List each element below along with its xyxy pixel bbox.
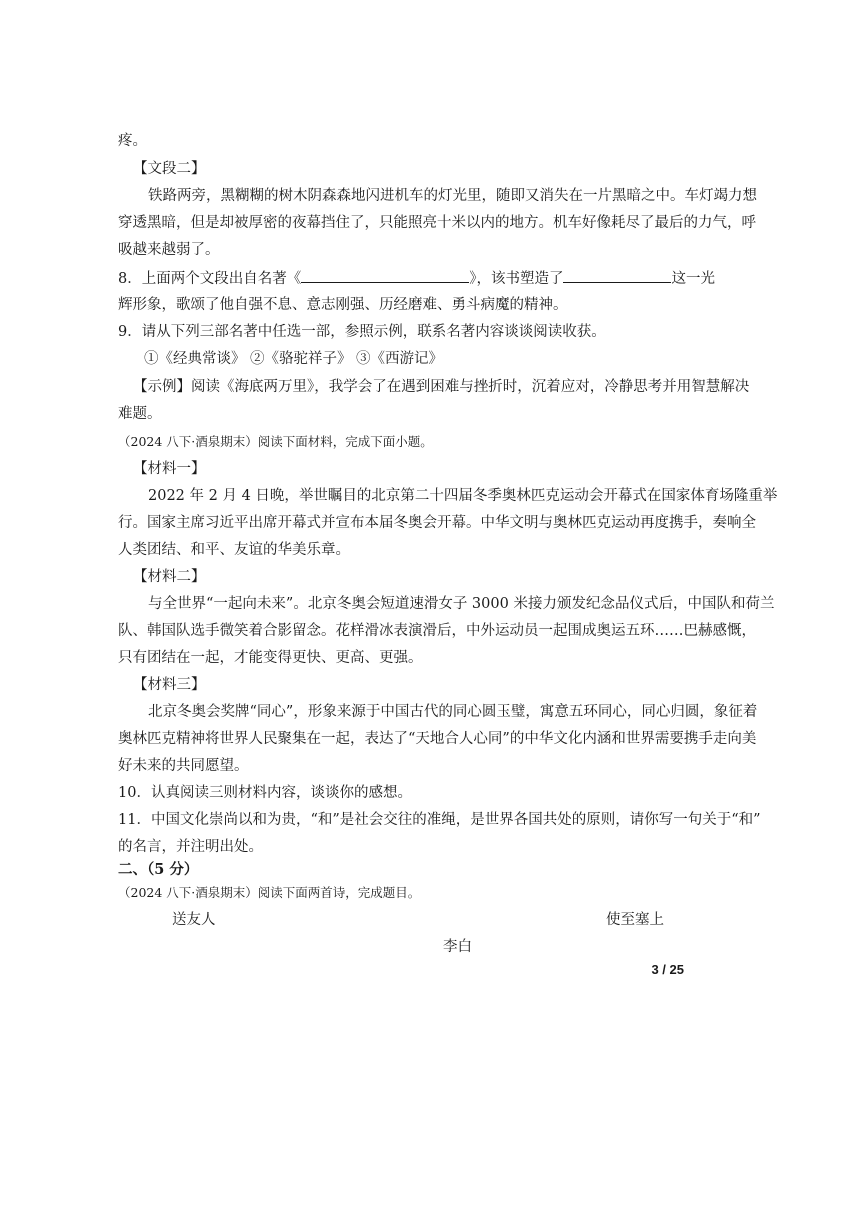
example-text: 【示例】阅读《海底两万里》，我学会了在遇到困难与挫折时，沉着应对，冷静思考并用智慧解决 [133, 379, 750, 395]
question-11: 11．中国文化崇尚以和为贵，“和”是社会交往的准绳，是世界各国共处的原则，请你写一句关于“和” [118, 812, 761, 828]
question-10: 10．认真阅读三则材料内容，谈谈你的感想。 [118, 785, 412, 801]
text-line: 穿透黑暗，但是却被厚密的夜幕挡住了，只能照亮十米以内的地方。机车好像耗尽了最后的力气，呼 [118, 215, 756, 231]
part-heading: 二、（5 分） [118, 861, 199, 878]
text-line: 与全世界“一起向未来”。北京冬奥会短道速滑女子 3000 米接力颁发纪念品仪式后，中国队和荷兰 [148, 596, 775, 612]
text-line: 人类团结、和平、友谊的华美乐章。 [118, 542, 350, 558]
answer-blank-character [563, 268, 671, 283]
answer-blank-book [301, 268, 469, 283]
option-1: ①《经典常谈》 [144, 351, 246, 367]
text-line: 的名言，并注明出处。 [118, 839, 263, 855]
question-9: 9．请从下列三部名著中任选一部，参照示例，联系名著内容谈谈阅读收获。 [118, 324, 606, 340]
section-heading: 【文段二】 [133, 161, 206, 177]
text-line: 铁路两旁，黑糊糊的树木阴森森地闪进机车的灯光里，随即又消失在一片黑暗之中。车灯竭力想 [148, 188, 757, 204]
text-line: 难题。 [118, 406, 162, 422]
text-line: 队、韩国队选手微笑着合影留念。花样滑冰表演滑后，中外运动员一起围成奥运五环……巴赫感慨， [118, 623, 756, 639]
text-line: 只有团结在一起，才能变得更快、更高、更强。 [118, 650, 423, 666]
text-line: 好未来的共同愿望。 [118, 758, 249, 774]
question-8 [118, 268, 715, 289]
text-line: 疼。 [118, 133, 147, 149]
text-line: 2022 年 2 月 4 日晚，举世瞩目的北京第二十四届冬季奥林匹克运动会开幕式在国家体育场隆重举 [148, 488, 778, 504]
q8-text-end: 这一光 [671, 271, 715, 287]
text-line: 吸越来越弱了。 [118, 242, 220, 258]
poem-title-2: 使至塞上 [606, 912, 664, 928]
section-heading: 【材料三】 [133, 677, 206, 693]
q8-text-mid: 》，该书塑造了 [469, 271, 564, 287]
source-note: （2024 八下·酒泉期末）阅读下面两首诗，完成题目。 [118, 885, 421, 900]
option-2: ②《骆驼祥子》 [250, 351, 352, 367]
poem-author: 李白 [443, 939, 472, 955]
text-line: 行。国家主席习近平出席开幕式并宣布本届冬奥会开幕。中华文明与奥林匹克运动再度携手，奏响全 [118, 515, 756, 531]
poem-title-1: 送友人 [172, 912, 216, 928]
text-line: 辉形象，歌颂了他自强不息、意志刚强、历经磨难、勇斗病魔的精神。 [118, 297, 568, 313]
section-heading: 【材料一】 [133, 461, 206, 477]
text-line: 北京冬奥会奖牌“同心”，形象来源于中国古代的同心圆玉璧，寓意五环同心，同心归圆，象征着 [148, 704, 758, 720]
option-3: ③《西游记》 [356, 351, 443, 367]
page-number: 3 / 25 [651, 962, 684, 977]
q8-text-start: 8．上面两个文段出自名著《 [118, 271, 302, 287]
text-line: 奥林匹克精神将世界人民聚集在一起，表达了“天地合人心同”的中华文化内涵和世界需要携手走向美 [118, 731, 757, 747]
source-note: （2024 八下·酒泉期末）阅读下面材料，完成下面小题。 [118, 434, 433, 449]
section-heading: 【材料二】 [133, 569, 206, 585]
